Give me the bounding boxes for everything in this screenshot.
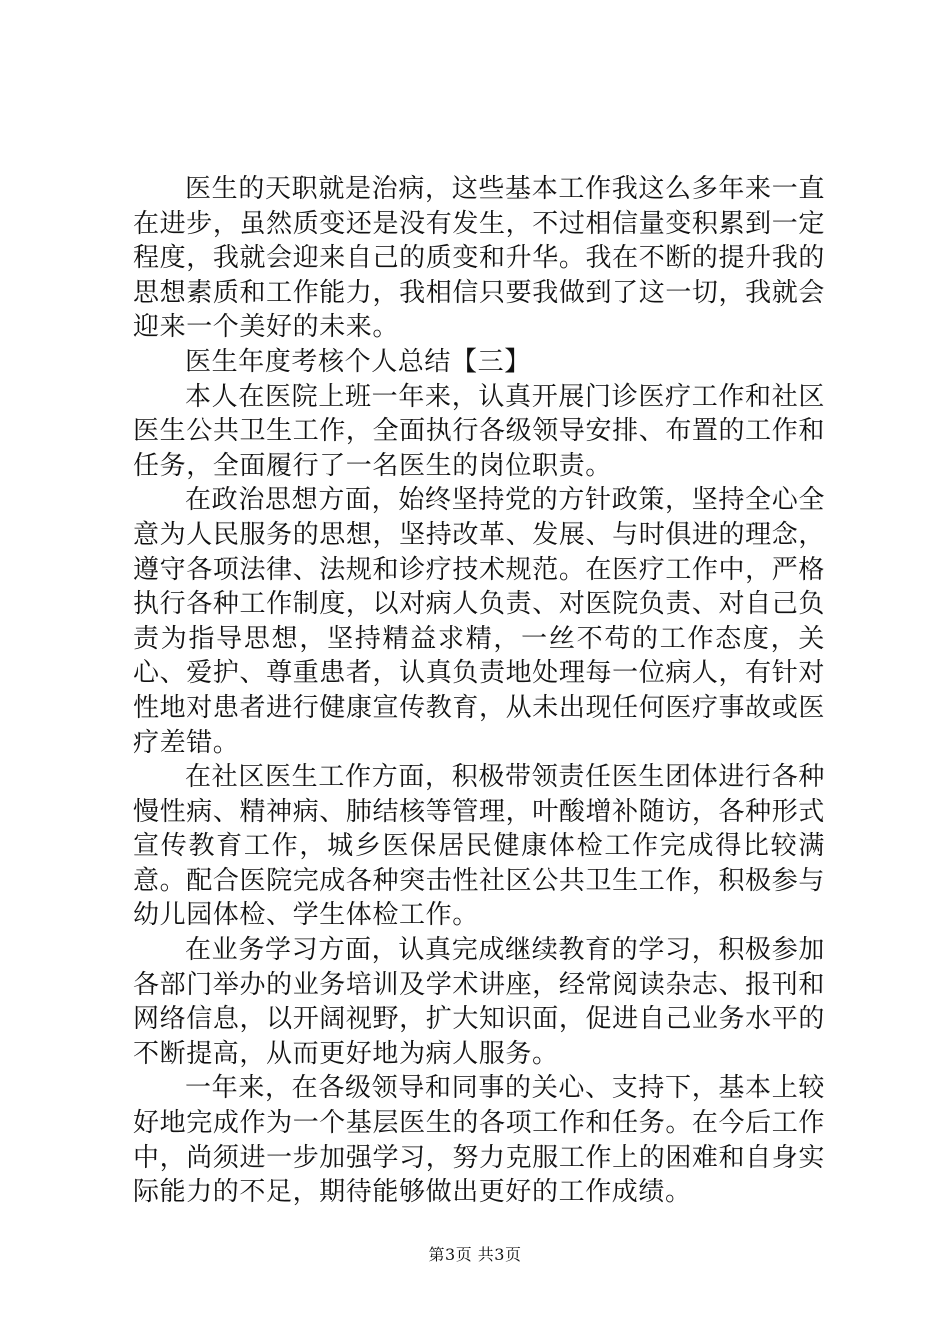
paragraph-intro: 医生的天职就是治病，这些基本工作我这么多年来一直在进步，虽然质变还是没有发生，不过相信量变积累到一定程度，我就会迎来自己的质变和升华。我在不断的提升我的思想素质和工作能力，我相信只要我做到了这一切，我就会迎来一个美好的未来。 — [133, 174, 825, 343]
paragraph-community: 在社区医生工作方面，积极带领责任医生团体进行各种慢性病、精神病、肺结核等管理，叶酸增补随访，各种形式宣传教育工作，城乡医保居民健康体检工作完成得比较满意。配合医院完成各种突击性社区公共卫生工作，积极参与幼儿园体检、学生体检工作。 — [133, 762, 825, 931]
document-body — [133, 172, 825, 1210]
paragraph-conclusion: 一年来，在各级领导和同事的关心、支持下，基本上较好地完成作为一个基层医生的各项工作和任务。在今后工作中，尚须进一步加强学习，努力克服工作上的困难和自身实际能力的不足，期待能够做出更好的工作成绩。 — [133, 1073, 825, 1208]
paragraph-overview: 本人在医院上班一年来，认真开展门诊医疗工作和社区医生公共卫生工作，全面执行各级领导安排、布置的工作和任务，全面履行了一名医生的岗位职责。 — [133, 381, 825, 481]
section-heading: 医生年度考核个人总结【三】 — [185, 346, 531, 377]
paragraph-political: 在政治思想方面，始终坚持党的方针政策，坚持全心全意为人民服务的思想，坚持改革、发展、与时俱进的理念，遵守各项法律、法规和诊疗技术规范。在医疗工作中，严格执行各种工作制度，以对病人负责、对医院负责、对自己负责为指导思想，坚持精益求精，一丝不苟的工作态度，关心、爱护、尊重患者，认真负责地处理每一位病人，有针对性地对患者进行健康宣传教育，从未出现任何医疗事故或医疗差错。 — [133, 485, 825, 758]
paragraph-study: 在业务学习方面，认真完成继续教育的学习，积极参加各部门举办的业务培训及学术讲座，经常阅读杂志、报刊和网络信息，以开阔视野，扩大知识面，促进自己业务水平的不断提高，从而更好地为病人服务。 — [133, 935, 825, 1069]
page-footer: 第3页 共3页 — [428, 1245, 522, 1264]
